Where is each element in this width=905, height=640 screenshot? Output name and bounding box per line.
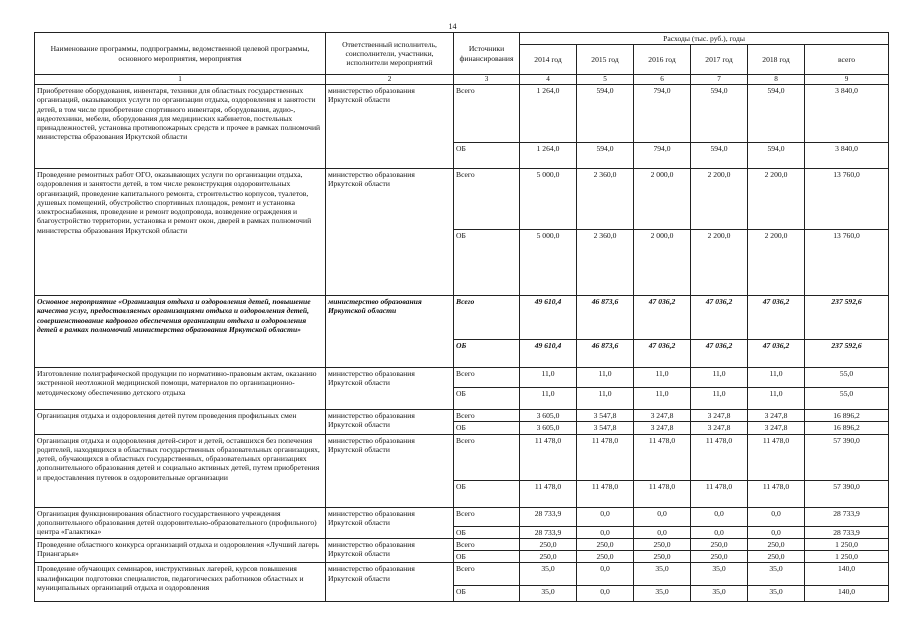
year-value: 47 036,2	[691, 340, 748, 368]
responsible-executor: министерство образования Иркутской области	[326, 507, 454, 538]
table-row	[35, 410, 889, 422]
year-value: 35,0	[748, 586, 805, 602]
year-value: 594,0	[748, 85, 805, 143]
funding-source: Всего	[454, 410, 520, 422]
total-value: 237 592,6	[805, 296, 889, 340]
year-value: 47 036,2	[634, 296, 691, 340]
total-value: 1 250,0	[805, 551, 889, 563]
total-value: 13 760,0	[805, 169, 889, 230]
table-body	[35, 85, 889, 602]
funding-source: Всего	[454, 538, 520, 550]
header-year-2018: 2018 год	[748, 45, 805, 75]
year-value: 2 360,0	[577, 230, 634, 296]
header-year-2015: 2015 год	[577, 45, 634, 75]
year-value: 250,0	[520, 538, 577, 550]
year-value: 0,0	[634, 507, 691, 526]
total-value: 16 896,2	[805, 422, 889, 434]
page-number: 14	[448, 22, 457, 31]
year-value: 11,0	[520, 388, 577, 410]
activity-name: Организация отдыха и оздоровления детей-сирот и детей, оставшихся без попечения родителей, находящихся в областных государственных образовательных организациях, детей, обучающихся в областных государственных, образовательных организациях дополнительного образования детей и социально активных детей, путем приобретения и предоставления путевок в оздоровительные организации	[35, 434, 326, 507]
year-value: 1 264,0	[520, 143, 577, 169]
year-value: 47 036,2	[748, 340, 805, 368]
column-number: 9	[805, 75, 889, 85]
year-value: 11 478,0	[520, 480, 577, 507]
year-value: 3 247,8	[691, 410, 748, 422]
year-value: 594,0	[577, 143, 634, 169]
year-value: 35,0	[520, 586, 577, 602]
responsible-executor: министерство образования Иркутской области	[326, 410, 454, 435]
year-value: 3 247,8	[634, 422, 691, 434]
year-value: 47 036,2	[634, 340, 691, 368]
funding-source: Всего	[454, 434, 520, 480]
year-value: 2 000,0	[634, 230, 691, 296]
year-value: 5 000,0	[520, 169, 577, 230]
year-value: 11 478,0	[748, 480, 805, 507]
header-executor-column: Ответственный исполнитель, соисполнители, участники, исполнители мероприятий	[326, 33, 454, 75]
column-numbers-row	[35, 75, 889, 85]
total-value: 55,0	[805, 368, 889, 388]
year-value: 794,0	[634, 143, 691, 169]
budget-table	[34, 32, 889, 602]
activity-name: Проведение ремонтных работ ОГО, оказывающих услуги по организации отдыха, оздоровления и занятости детей, в том числе реконструкция оздоровительных организаций, проведение капитального ремонта, строительство корпусов, туалетов, душевых помещений, обустройство спортивных площадок, ремонт и установка электроснабжения, проведение и ремонт водопровода, возведение ограждения и благоустройство территории, установка и ремонт окон, дверей в рамках полномочий министерства образования Иркутской области	[35, 169, 326, 296]
total-value: 3 840,0	[805, 85, 889, 143]
column-number: 6	[634, 75, 691, 85]
year-value: 3 247,8	[748, 422, 805, 434]
column-number: 2	[326, 75, 454, 85]
year-value: 594,0	[691, 143, 748, 169]
year-value: 2 000,0	[634, 169, 691, 230]
year-value: 11 478,0	[634, 480, 691, 507]
total-value: 237 592,6	[805, 340, 889, 368]
funding-source: Всего	[454, 507, 520, 526]
header-source-column: Источники финансирования	[454, 33, 520, 75]
table-row	[35, 368, 889, 388]
year-value: 11,0	[634, 388, 691, 410]
year-value: 794,0	[634, 85, 691, 143]
responsible-executor: министерство образования Иркутской области	[326, 563, 454, 602]
header-year-2017: 2017 год	[691, 45, 748, 75]
total-value: 140,0	[805, 563, 889, 586]
year-value: 11,0	[748, 388, 805, 410]
column-number: 8	[748, 75, 805, 85]
funding-source: ОБ	[454, 143, 520, 169]
year-value: 250,0	[577, 551, 634, 563]
year-value: 35,0	[634, 586, 691, 602]
year-value: 11,0	[691, 368, 748, 388]
header-year-2016: 2016 год	[634, 45, 691, 75]
table-row	[35, 507, 889, 526]
year-value: 0,0	[748, 526, 805, 538]
year-value: 46 873,6	[577, 340, 634, 368]
year-value: 49 610,4	[520, 296, 577, 340]
year-value: 2 200,0	[691, 169, 748, 230]
year-value: 250,0	[520, 551, 577, 563]
year-value: 11 478,0	[577, 480, 634, 507]
funding-source: Всего	[454, 368, 520, 388]
responsible-executor: министерство образования Иркутской области	[326, 85, 454, 169]
year-value: 3 605,0	[520, 422, 577, 434]
table-row	[35, 85, 889, 143]
header-year-2014: 2014 год	[520, 45, 577, 75]
activity-name: Проведение областного конкурса организаций отдыха и оздоровления «Лучший лагерь Приангарья»	[35, 538, 326, 563]
header-total: всего	[805, 45, 889, 75]
column-number: 1	[35, 75, 326, 85]
year-value: 0,0	[748, 507, 805, 526]
total-value: 28 733,9	[805, 526, 889, 538]
table-row	[35, 169, 889, 230]
responsible-executor: министерство образования Иркутской области	[326, 538, 454, 563]
year-value: 49 610,4	[520, 340, 577, 368]
year-value: 28 733,9	[520, 507, 577, 526]
activity-name: Проведение обучающих семинаров, инструктивных лагерей, курсов повышения квалификации подготовки специалистов, педагогических работников областных и муниципальных организаций отдыха и оздоровления	[35, 563, 326, 602]
table-row	[35, 434, 889, 480]
year-value: 0,0	[577, 507, 634, 526]
year-value: 11,0	[691, 388, 748, 410]
activity-name: Приобретение оборудования, инвентаря, техники для областных государственных организаций, оказывающих услуги по организации отдыха, оздоровления и занятости детей, в том числе приобретение спортивного инвентаря, оборудования, аудио-, видеотехники, мебели, оборудования для медицинских кабинетов, постельных принадлежностей, установка противопожарных средств и прочее в рамках полномочий министерства образования Иркутской области	[35, 85, 326, 169]
year-value: 35,0	[748, 563, 805, 586]
year-value: 3 547,8	[577, 410, 634, 422]
funding-source: ОБ	[454, 586, 520, 602]
activity-name: Изготовление полиграфической продукции по нормативно-правовым актам, оказанию экстренной неотложной медицинской помощи, материалов по организационно-методическому обеспечению детского отдыха	[35, 368, 326, 410]
total-value: 13 760,0	[805, 230, 889, 296]
year-value: 594,0	[748, 143, 805, 169]
year-value: 1 264,0	[520, 85, 577, 143]
total-value: 16 896,2	[805, 410, 889, 422]
funding-source: ОБ	[454, 526, 520, 538]
funding-source: ОБ	[454, 388, 520, 410]
year-value: 250,0	[748, 551, 805, 563]
column-number: 4	[520, 75, 577, 85]
funding-source: ОБ	[454, 340, 520, 368]
year-value: 3 547,8	[577, 422, 634, 434]
year-value: 35,0	[691, 563, 748, 586]
funding-source: ОБ	[454, 551, 520, 563]
year-value: 35,0	[520, 563, 577, 586]
responsible-executor: министерство образования Иркутской области	[326, 434, 454, 507]
funding-source: Всего	[454, 169, 520, 230]
year-value: 11 478,0	[691, 480, 748, 507]
year-value: 46 873,6	[577, 296, 634, 340]
year-value: 2 200,0	[691, 230, 748, 296]
year-value: 0,0	[577, 526, 634, 538]
year-value: 250,0	[748, 538, 805, 550]
column-number: 3	[454, 75, 520, 85]
funding-source: Всего	[454, 85, 520, 143]
total-value: 140,0	[805, 586, 889, 602]
funding-source: Всего	[454, 563, 520, 586]
year-value: 11 478,0	[577, 434, 634, 480]
year-value: 11 478,0	[748, 434, 805, 480]
table-row	[35, 563, 889, 586]
year-value: 5 000,0	[520, 230, 577, 296]
total-value: 3 840,0	[805, 143, 889, 169]
year-value: 594,0	[691, 85, 748, 143]
year-value: 594,0	[577, 85, 634, 143]
year-value: 35,0	[634, 563, 691, 586]
year-value: 28 733,9	[520, 526, 577, 538]
year-value: 47 036,2	[748, 296, 805, 340]
year-value: 0,0	[577, 586, 634, 602]
responsible-executor: министерство образования Иркутской области	[326, 296, 454, 368]
column-number: 5	[577, 75, 634, 85]
responsible-executor: министерство образования Иркутской области	[326, 368, 454, 410]
year-value: 47 036,2	[691, 296, 748, 340]
year-value: 11 478,0	[634, 434, 691, 480]
year-value: 3 247,8	[634, 410, 691, 422]
activity-name: Организация функционирования областного государственного учреждения дополнительного образования детей оздоровительно-образовательного (профильного) центра «Галактика»	[35, 507, 326, 538]
responsible-executor: министерство образования Иркутской области	[326, 169, 454, 296]
year-value: 0,0	[691, 507, 748, 526]
year-value: 11,0	[520, 368, 577, 388]
year-value: 250,0	[691, 551, 748, 563]
header-name-column: Наименование программы, подпрограммы, ведомственной целевой программы, основного мероприятия, мероприятия	[35, 33, 326, 75]
year-value: 0,0	[691, 526, 748, 538]
year-value: 250,0	[634, 551, 691, 563]
funding-source: ОБ	[454, 230, 520, 296]
table-header	[35, 33, 889, 85]
column-number: 7	[691, 75, 748, 85]
year-value: 35,0	[691, 586, 748, 602]
total-value: 55,0	[805, 388, 889, 410]
table-row	[35, 296, 889, 340]
activity-name: Организация отдыха и оздоровления детей путем проведения профильных смен	[35, 410, 326, 435]
header-expenses: Расходы (тыс. руб.), годы	[520, 33, 889, 45]
year-value: 2 360,0	[577, 169, 634, 230]
funding-source: Всего	[454, 296, 520, 340]
year-value: 2 200,0	[748, 230, 805, 296]
year-value: 3 247,8	[691, 422, 748, 434]
activity-name: Основное мероприятие «Организация отдыха и оздоровления детей, повышение качества услуг, предоставляемых организациями отдыха и оздоровления детей, совершенствование кадрового обеспечения организации отдыха и оздоровления детей в рамках полномочий министерства образования Иркутской области»	[35, 296, 326, 368]
year-value: 11 478,0	[691, 434, 748, 480]
year-value: 11,0	[634, 368, 691, 388]
year-value: 2 200,0	[748, 169, 805, 230]
year-value: 250,0	[691, 538, 748, 550]
funding-source: ОБ	[454, 422, 520, 434]
total-value: 1 250,0	[805, 538, 889, 550]
year-value: 11,0	[577, 388, 634, 410]
table-row	[35, 538, 889, 550]
year-value: 3 605,0	[520, 410, 577, 422]
funding-source: ОБ	[454, 480, 520, 507]
total-value: 57 390,0	[805, 434, 889, 480]
total-value: 57 390,0	[805, 480, 889, 507]
year-value: 11,0	[577, 368, 634, 388]
year-value: 0,0	[577, 563, 634, 586]
year-value: 11,0	[748, 368, 805, 388]
year-value: 3 247,8	[748, 410, 805, 422]
year-value: 250,0	[577, 538, 634, 550]
year-value: 0,0	[634, 526, 691, 538]
year-value: 11 478,0	[520, 434, 577, 480]
total-value: 28 733,9	[805, 507, 889, 526]
year-value: 250,0	[634, 538, 691, 550]
